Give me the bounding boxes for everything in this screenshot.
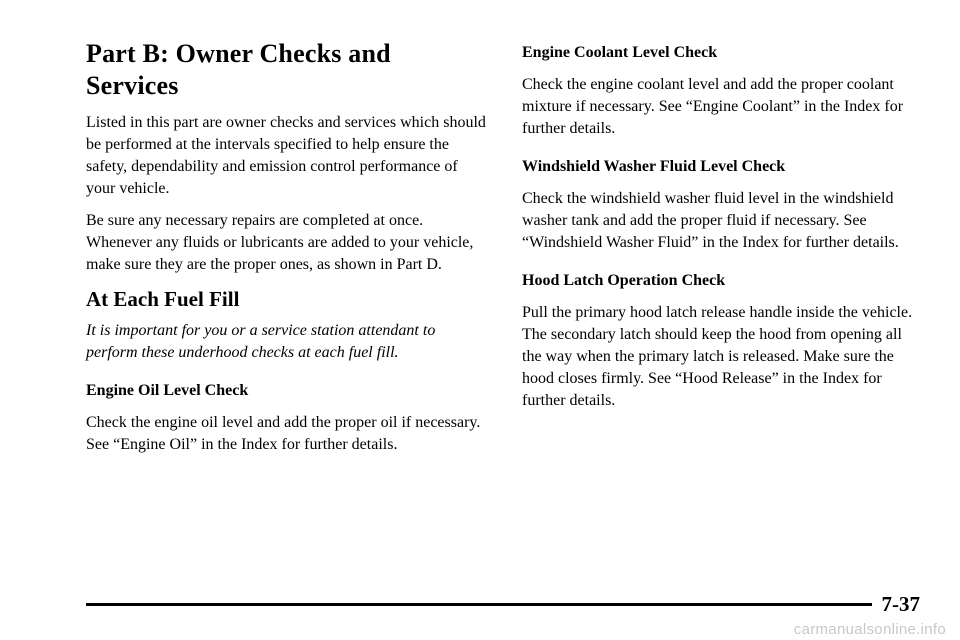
washer-check-text: Check the windshield washer fluid level in the windshield washer tank and add the proper fluid if necessary. See “Windshield Washer Fluid” in the Index for further details.	[522, 190, 899, 251]
coolant-check-text: Check the engine coolant level and add the proper coolant mixture if necessary. See “Engine Coolant” in the Index for further details.	[522, 76, 904, 137]
page-title: Part B: Owner Checks and Services	[86, 39, 391, 100]
section-intro: It is important for you or a service station attendant to perform these underhood checks at each fuel fill.	[86, 322, 436, 361]
left-column	[86, 38, 490, 466]
watermark: carmanualsonline.info	[793, 621, 946, 638]
oil-check-heading: Engine Oil Level Check	[86, 382, 249, 399]
section-title-fuel-fill: At Each Fuel Fill	[86, 287, 240, 311]
washer-check-heading: Windshield Washer Fluid Level Check	[522, 158, 786, 175]
oil-check-text: Check the engine oil level and add the proper oil if necessary. See “Engine Oil” in the Index for further details.	[86, 414, 481, 453]
hood-latch-heading: Hood Latch Operation Check	[522, 272, 726, 289]
footer-rule	[86, 603, 872, 606]
hood-latch-text: Pull the primary hood latch release handle inside the vehicle. The secondary latch should keep the hood from opening all the way when the primary latch is released. Make sure the hood closes firmly. See “Hood Release” in the Index for further details.	[522, 304, 913, 409]
page-number: 7-37	[881, 592, 920, 616]
coolant-check-heading: Engine Coolant Level Check	[522, 44, 718, 61]
intro-paragraph-1: Listed in this part are owner checks and services which should be performed at the intervals specified to help ensure the safety, dependability and emission control performance of your vehicle.	[86, 114, 486, 197]
intro-paragraph-2: Be sure any necessary repairs are completed at once. Whenever any fluids or lubricants are added to your vehicle, make sure they are the proper ones, as shown in Part D.	[86, 212, 474, 273]
right-column	[522, 38, 922, 422]
